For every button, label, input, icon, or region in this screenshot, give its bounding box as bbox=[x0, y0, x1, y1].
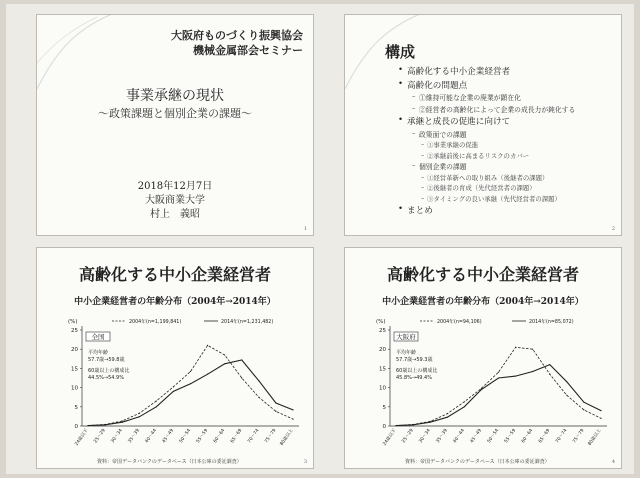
x-tick-label: 60～64 bbox=[213, 428, 227, 445]
region-label: 大阪府 bbox=[396, 333, 416, 341]
data-point bbox=[481, 389, 482, 390]
y-tick-label: 20 bbox=[379, 347, 386, 354]
data-point bbox=[600, 418, 601, 419]
x-tick-label: 80歳以上 bbox=[279, 428, 295, 447]
data-point bbox=[498, 377, 499, 378]
data-point bbox=[583, 409, 584, 410]
x-tick-label: 65～69 bbox=[230, 428, 244, 445]
x-tick-label: 40～44 bbox=[452, 428, 466, 445]
chart-source: 資料：帝国データバンクのデータベース（日本公庫の委託調査） bbox=[405, 459, 550, 465]
age-distribution-chart bbox=[345, 308, 622, 458]
page-number: 2 bbox=[611, 226, 615, 232]
y-tick-label: 5 bbox=[382, 404, 386, 411]
data-point bbox=[566, 381, 567, 382]
x-tick-label: 45～49 bbox=[469, 428, 484, 445]
y-tick-label: 0 bbox=[382, 424, 386, 430]
x-tick-label: 35～39 bbox=[127, 428, 141, 445]
x-tick-label: 80歳以上 bbox=[587, 428, 603, 447]
data-point bbox=[430, 422, 431, 423]
data-point bbox=[224, 363, 225, 364]
outline-title: 構成 bbox=[385, 43, 416, 61]
data-point bbox=[156, 400, 157, 401]
org-name-line2: 機械金属部会セミナー bbox=[193, 44, 303, 57]
chart-slide-title: 高齢化する中小企業経営者 bbox=[78, 265, 271, 284]
legend-label: 2004年(n=94,106) bbox=[437, 320, 482, 325]
age-distribution-chart bbox=[37, 308, 314, 458]
x-tick-label: 75～79 bbox=[572, 428, 586, 445]
x-tick-label: 50～54 bbox=[178, 428, 193, 445]
chart-annotation: 45.8%→49.4% bbox=[396, 375, 432, 381]
printed-sheet bbox=[6, 4, 634, 474]
data-point bbox=[156, 406, 157, 407]
chart-subtitle: 中小企業経営者の年齢分布（2004年→2014年） bbox=[382, 297, 584, 307]
data-point bbox=[190, 371, 191, 372]
y-tick-label: 0 bbox=[74, 424, 78, 430]
presentation-date: 2018年12月7日 bbox=[137, 181, 213, 192]
x-tick-label: 65～69 bbox=[538, 428, 552, 445]
x-tick-label: 70～74 bbox=[247, 428, 261, 445]
outline-item-level3: – ③タイミングの良い承継（先代経営者の課題） bbox=[427, 194, 561, 203]
x-tick-label: 30～34 bbox=[418, 428, 432, 445]
outline-item-level1: • まとめ bbox=[407, 204, 433, 216]
chart-source: 資料：帝国データバンクのデータベース（日本公庫の委託調査） bbox=[97, 459, 242, 465]
page-number: 4 bbox=[611, 459, 615, 465]
data-point bbox=[275, 411, 276, 412]
chart-annotation: 平均年齢 bbox=[396, 350, 417, 356]
data-point bbox=[447, 413, 448, 414]
data-point bbox=[173, 386, 174, 387]
data-point bbox=[258, 397, 259, 398]
y-tick-label: 15 bbox=[379, 366, 386, 373]
data-point bbox=[464, 401, 465, 402]
data-point bbox=[549, 374, 550, 375]
legend-label: 2014年(n=85,072) bbox=[529, 320, 574, 325]
data-point bbox=[139, 413, 140, 414]
presentation-title: 事業承継の現状 bbox=[126, 88, 224, 104]
data-point bbox=[241, 359, 242, 360]
data-point bbox=[122, 420, 123, 421]
data-point bbox=[498, 372, 499, 373]
data-point bbox=[139, 416, 140, 417]
presenter-affiliation: 大阪商業大学 bbox=[145, 195, 205, 206]
x-tick-label: 60～64 bbox=[521, 428, 535, 445]
data-point bbox=[87, 425, 88, 426]
x-tick-label: 55～59 bbox=[195, 428, 210, 445]
slide-title bbox=[36, 14, 314, 236]
y-tick-label: 5 bbox=[74, 404, 78, 411]
x-tick-label: 55～59 bbox=[503, 428, 518, 445]
outline-item-level3: – ②承継前後に高まるリスクのカバー bbox=[427, 151, 529, 160]
page-number: 3 bbox=[303, 459, 307, 465]
outline-item-level3: – ①事業承継の促進 bbox=[427, 140, 478, 149]
chart-slide-title: 高齢化する中小企業経営者 bbox=[386, 265, 579, 284]
x-tick-label: 70～74 bbox=[555, 428, 569, 445]
x-tick-label: 35～39 bbox=[435, 428, 449, 445]
data-point bbox=[207, 374, 208, 375]
data-point bbox=[207, 345, 208, 346]
chart-annotation: 57.7歳→59.3歳 bbox=[396, 357, 433, 363]
y-tick-label: 25 bbox=[379, 328, 386, 334]
chart-subtitle: 中小企業経営者の年齢分布（2004年→2014年） bbox=[74, 297, 276, 307]
data-point bbox=[122, 422, 123, 423]
data-point bbox=[224, 354, 225, 355]
y-tick-label: 20 bbox=[71, 347, 78, 354]
x-tick-label: 45～49 bbox=[161, 428, 176, 445]
data-point bbox=[600, 410, 601, 411]
data-point bbox=[258, 380, 259, 381]
chart-annotation: 60歳以上の構成比 bbox=[396, 368, 438, 374]
x-tick-label: 75～79 bbox=[264, 428, 278, 445]
outline-item-level1: • 高齢化の問題点 bbox=[407, 79, 467, 91]
data-point bbox=[532, 371, 533, 372]
outline-item-level3: – ①経営革新への取り組み（後継者の課題） bbox=[427, 173, 548, 182]
data-point bbox=[275, 402, 276, 403]
y-tick-label: 25 bbox=[71, 328, 78, 334]
outline-item-level2: – ①維持可能な企業の廃業が顕在化 bbox=[419, 92, 521, 102]
outline-item-level2: – ②経営者の高齢化によって企業の成長力が鈍化する bbox=[419, 104, 575, 114]
data-point bbox=[292, 409, 293, 410]
chart-annotation: 60歳以上の構成比 bbox=[88, 368, 130, 374]
data-point bbox=[447, 417, 448, 418]
x-tick-label: 40～44 bbox=[144, 428, 158, 445]
data-point bbox=[532, 349, 533, 350]
outline-item-level1: • 高齢化する中小企業経営者 bbox=[407, 65, 510, 77]
x-tick-label: 24歳以下 bbox=[382, 428, 398, 447]
region-label: 全国 bbox=[91, 333, 105, 341]
chart-annotation: 44.5%→54.9% bbox=[88, 375, 124, 381]
legend-label: 2004年(n=1,199,841) bbox=[129, 320, 182, 325]
slide-chart-national bbox=[36, 247, 314, 469]
y-axis-label: (%) bbox=[68, 319, 78, 325]
x-tick-label: 30～34 bbox=[110, 428, 124, 445]
data-point bbox=[515, 347, 516, 348]
y-tick-label: 10 bbox=[71, 385, 78, 392]
y-tick-label: 10 bbox=[379, 385, 386, 392]
chart-annotation: 57.7歳→59.8歳 bbox=[88, 357, 125, 363]
data-point bbox=[515, 375, 516, 376]
presenter-name: 村上 義昭 bbox=[150, 209, 200, 220]
outline-item-level2: – 個別企業の課題 bbox=[419, 161, 467, 171]
y-tick-label: 15 bbox=[71, 366, 78, 373]
outline-item-level3: – ②後継者の育成（先代経営者の課題） bbox=[427, 183, 536, 192]
x-tick-label: 25～29 bbox=[401, 428, 415, 445]
data-point bbox=[549, 364, 550, 365]
data-point bbox=[412, 424, 413, 425]
data-point bbox=[395, 425, 396, 426]
data-point bbox=[583, 402, 584, 403]
data-point bbox=[173, 391, 174, 392]
x-tick-label: 24歳以下 bbox=[74, 428, 90, 447]
data-point bbox=[190, 383, 191, 384]
outline-item-level1: • 承継と成長の促進に向けて bbox=[407, 115, 510, 127]
data-point bbox=[104, 424, 105, 425]
data-point bbox=[566, 395, 567, 396]
y-axis-label: (%) bbox=[376, 319, 386, 325]
slide-outline bbox=[344, 14, 622, 236]
org-name-line1: 大阪府ものづくり振興協会 bbox=[171, 29, 303, 42]
x-tick-label: 50～54 bbox=[486, 428, 501, 445]
outline-item-level2: – 政策面での課題 bbox=[419, 129, 467, 139]
x-tick-label: 25～29 bbox=[93, 428, 107, 445]
data-point bbox=[464, 406, 465, 407]
chart-annotation: 平均年齢 bbox=[88, 350, 109, 356]
data-point bbox=[292, 418, 293, 419]
page-number: 1 bbox=[303, 226, 307, 232]
data-point bbox=[241, 377, 242, 378]
slide-chart-osaka bbox=[344, 247, 622, 469]
presentation-subtitle: ～政策課題と個別企業の課題～ bbox=[98, 107, 252, 120]
legend-label: 2014年(n=1,231,482) bbox=[221, 320, 274, 325]
